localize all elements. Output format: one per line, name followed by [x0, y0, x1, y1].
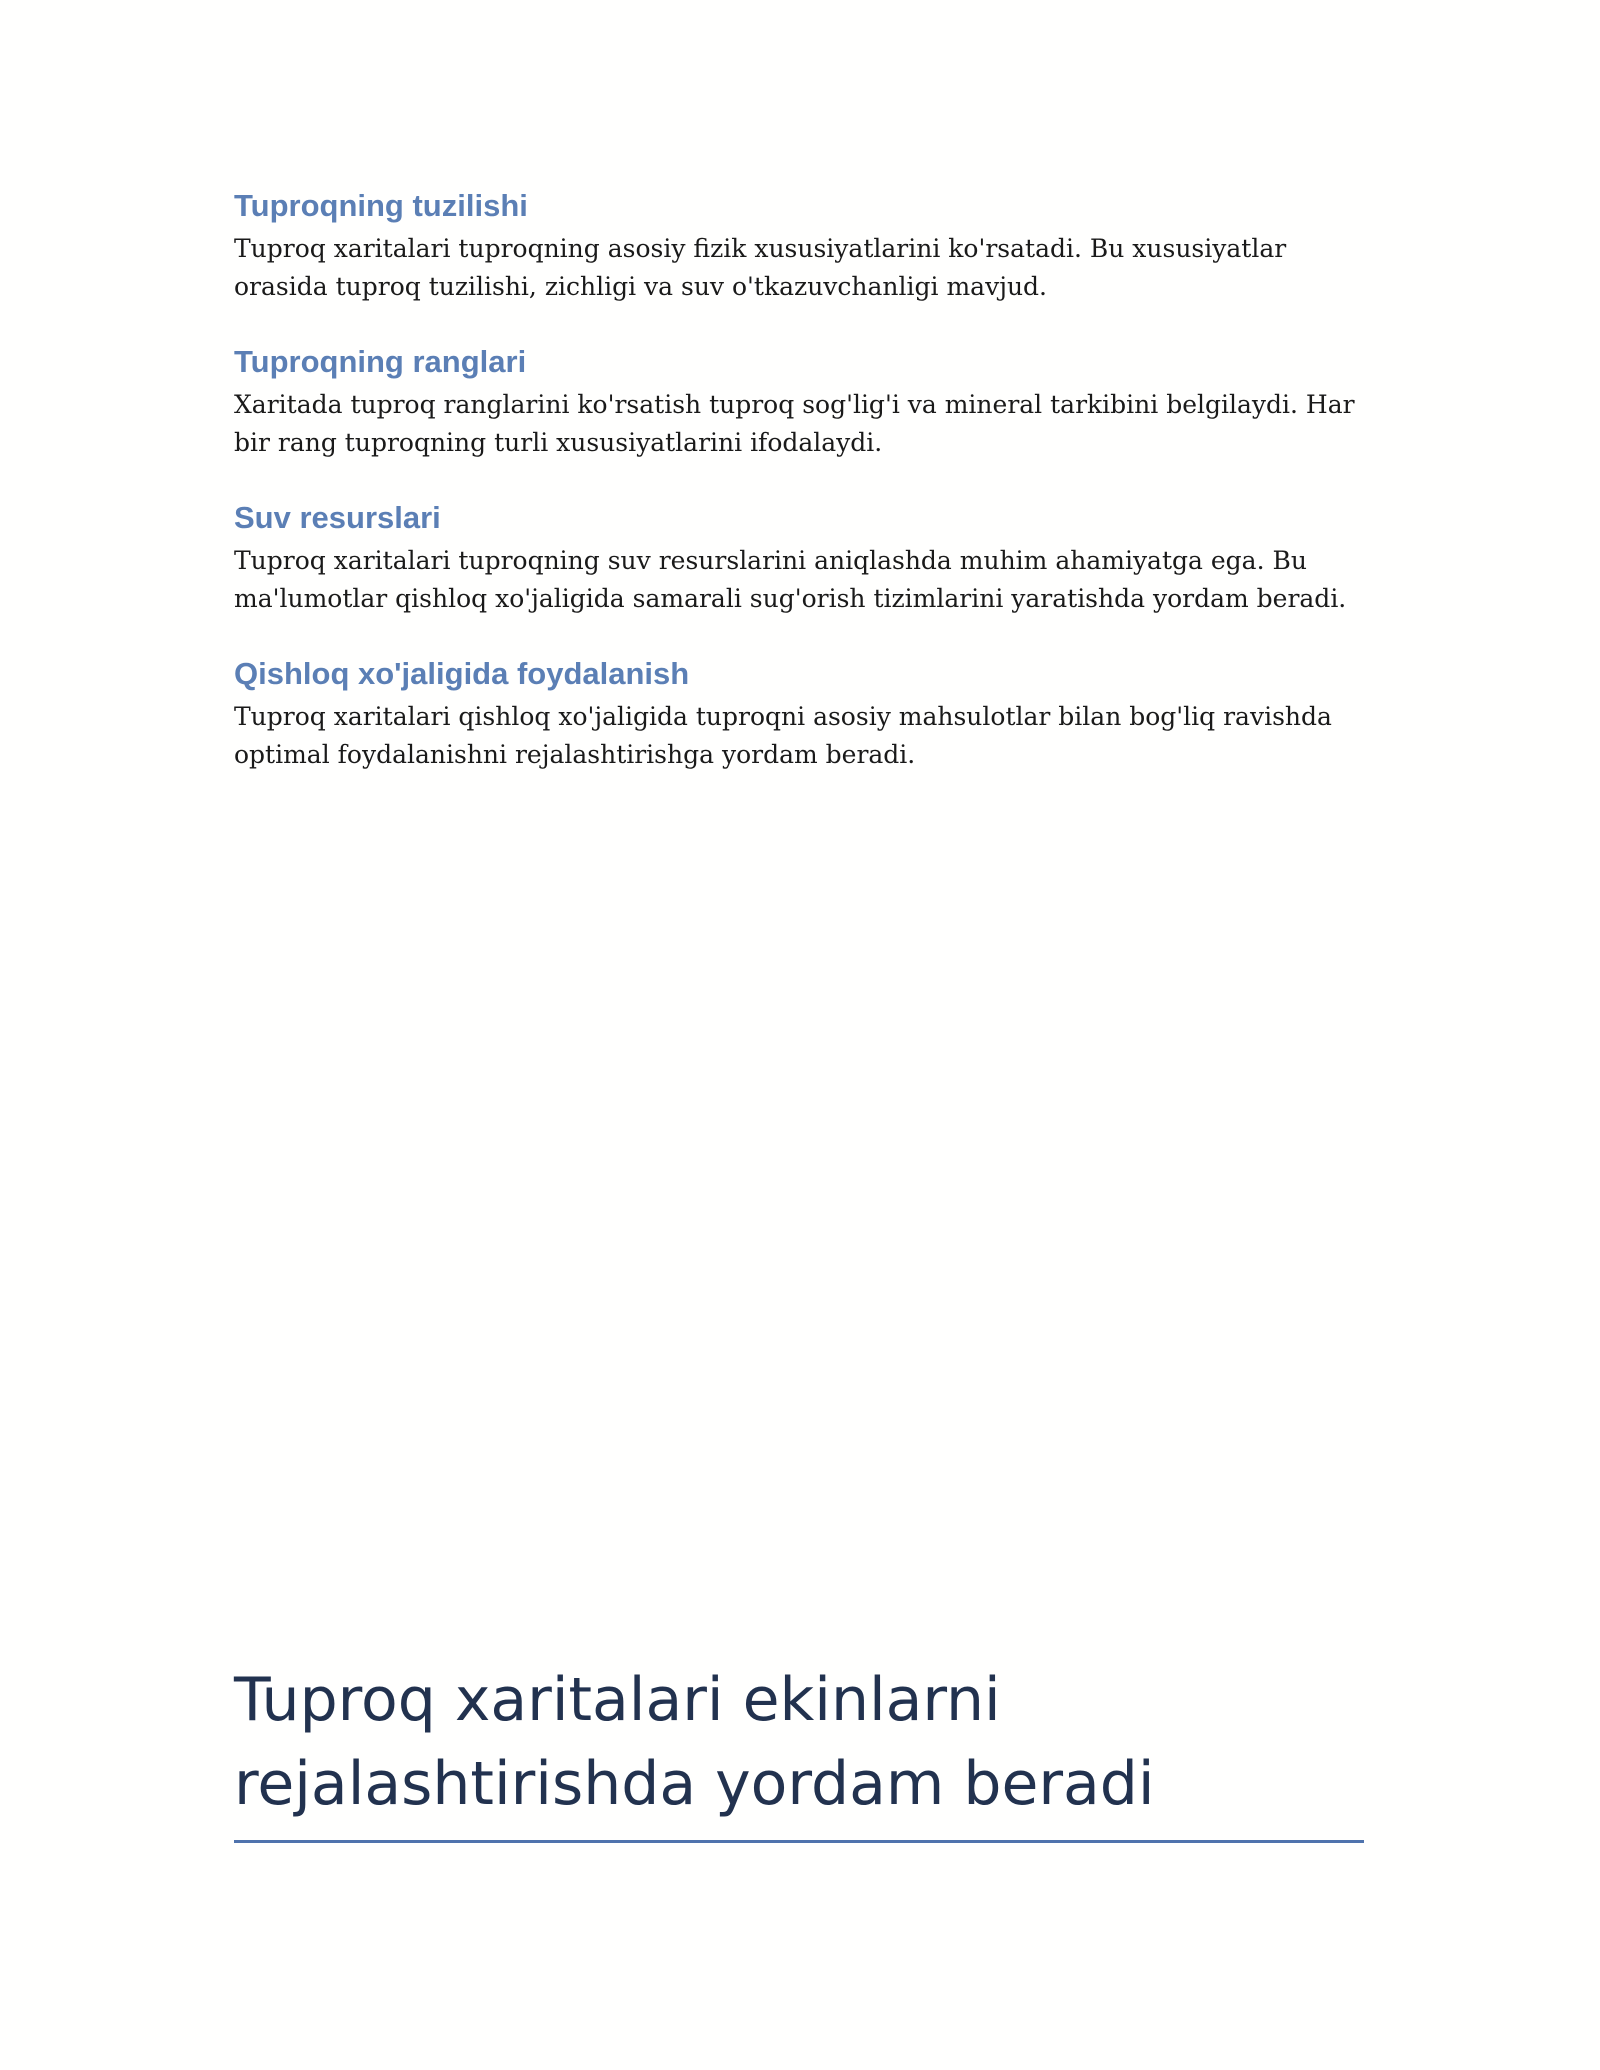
- content-area: [234, 186, 1364, 810]
- section-heading: Suv resurslari: [234, 500, 441, 535]
- page-title-line-2: rejalashtirishda yordam beradi: [234, 1749, 1155, 1819]
- section-body: Xaritada tuproq ranglarini ko'rsatish tuproq sog'lig'i va mineral tarkibini belgilaydi. Har bir rang tuproqning turli xususiyatlarini ifodalaydi.: [234, 390, 1355, 457]
- section-soil-colors: [234, 342, 1364, 462]
- title-underline-divider: [234, 1840, 1364, 1843]
- section-agriculture-use: [234, 654, 1364, 774]
- section-body: Tuproq xaritalari tuproqning asosiy fizik xususiyatlarini ko'rsatadi. Bu xususiyatlar orasida tuproq tuzilishi, zichligi va suv o'tkazuvchanligi mavjud.: [234, 234, 1287, 301]
- section-water-resources: [234, 498, 1364, 618]
- section-soil-structure: [234, 186, 1364, 306]
- section-heading: Tuproqning tuzilishi: [234, 188, 528, 223]
- section-heading: Tuproqning ranglari: [234, 344, 527, 379]
- section-heading: Qishloq xo'jaligida foydalanish: [234, 656, 690, 691]
- page-title-line-1: Tuproq xaritalari ekinlarni: [234, 1665, 1001, 1735]
- section-body: Tuproq xaritalari tuproqning suv resurslarini aniqlashda muhim ahamiyatga ega. Bu ma'lumotlar qishloq xo'jaligida samarali sug'orish tizimlarini yaratishda yordam beradi.: [234, 546, 1347, 613]
- page-title: [234, 1658, 1364, 1826]
- slide-title-block: [234, 1658, 1364, 1843]
- section-body: Tuproq xaritalari qishloq xo'jaligida tuproqni asosiy mahsulotlar bilan bog'liq ravishda optimal foydalanishni rejalashtirishga yordam beradi.: [234, 702, 1332, 769]
